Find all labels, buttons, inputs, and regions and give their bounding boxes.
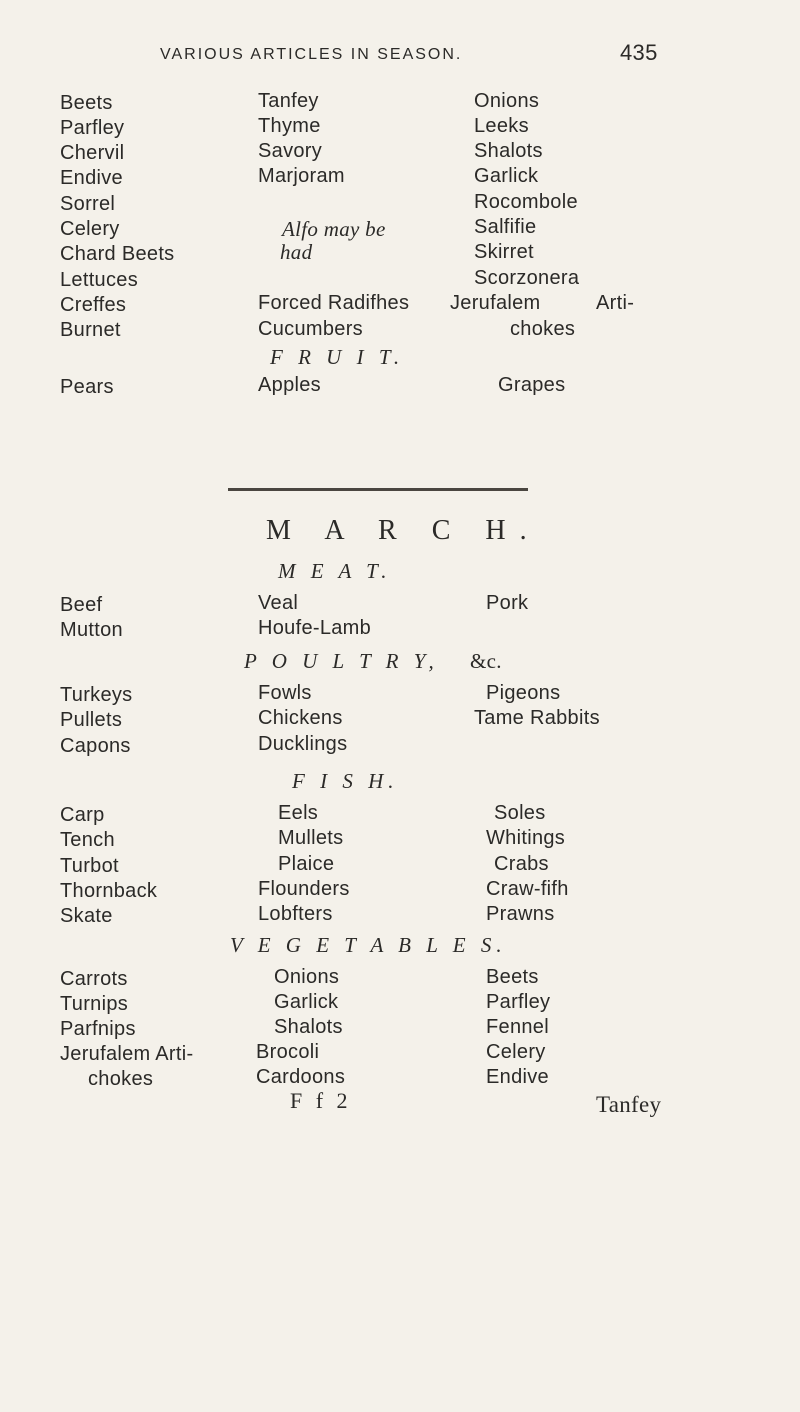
list-item: Soles <box>494 802 546 824</box>
section-heading-meat: M E A T. <box>278 559 392 583</box>
list-item: Burnet <box>60 319 121 341</box>
list-item: Parfley <box>486 991 551 1013</box>
list-item: Veal <box>258 592 299 614</box>
list-item: Prawns <box>486 903 555 925</box>
list-item: Turkeys <box>60 684 133 706</box>
list-item: chokes <box>88 1068 154 1090</box>
section-heading-fish: F I S H. <box>292 769 399 793</box>
list-item: Jerufalem <box>450 292 541 314</box>
list-item: Skate <box>60 905 113 927</box>
poultry-etc: &c. <box>470 649 502 673</box>
list-item: Eels <box>278 802 319 824</box>
list-item: Flounders <box>258 878 350 900</box>
list-item: Tench <box>60 829 115 851</box>
list-item: Cucumbers <box>258 318 363 340</box>
running-title: VARIOUS ARTICLES IN SEASON. <box>160 46 463 63</box>
list-item: Garlick <box>274 991 339 1013</box>
list-item: Onions <box>474 90 540 112</box>
list-item: Salfifie <box>474 216 537 238</box>
list-item: Pigeons <box>486 682 561 704</box>
list-item: Mutton <box>60 619 123 641</box>
list-item: Pullets <box>60 709 123 731</box>
list-item: Crabs <box>494 853 549 875</box>
list-item: Cardoons <box>256 1066 346 1088</box>
list-item: Turnips <box>60 993 129 1015</box>
list-item: Tame Rabbits <box>474 707 600 729</box>
signature-mark: F f 2 <box>290 1088 352 1113</box>
list-item: Creffes <box>60 294 127 316</box>
list-item: Grapes <box>498 374 566 396</box>
list-item: Mullets <box>278 827 344 849</box>
list-item: Capons <box>60 735 131 757</box>
list-item: Savory <box>258 140 323 162</box>
list-item: Shalots <box>274 1016 343 1038</box>
catchword: Tanfey <box>596 1092 662 1117</box>
list-item: Chard Beets <box>60 243 175 265</box>
list-item: Carrots <box>60 968 128 990</box>
list-item: Beets <box>486 966 539 988</box>
list-item: Craw-fifh <box>486 878 569 900</box>
list-item: Celery <box>60 218 120 240</box>
section-heading-poultry: P O U L T R Y, <box>244 649 439 673</box>
list-item: Jerufalem Arti- <box>60 1043 194 1065</box>
list-item: Thornback <box>60 880 158 902</box>
list-item: Fowls <box>258 682 312 704</box>
list-item: Rocombole <box>474 191 578 213</box>
list-item: Scorzonera <box>474 267 580 289</box>
list-item: Celery <box>486 1041 546 1063</box>
list-item: Whitings <box>486 827 566 849</box>
also-note: Alfo may be <box>282 217 386 241</box>
list-item: Leeks <box>474 115 529 137</box>
section-divider <box>228 488 528 491</box>
list-item: Sorrel <box>60 193 116 215</box>
list-item: Marjoram <box>258 165 345 187</box>
list-item: Beef <box>60 594 103 616</box>
list-item: Chickens <box>258 707 343 729</box>
list-item: Skirret <box>474 241 534 263</box>
list-item: Ducklings <box>258 733 348 755</box>
list-item: Garlick <box>474 165 539 187</box>
list-item: Plaice <box>278 853 335 875</box>
list-item: Arti- <box>596 292 635 314</box>
list-item: Apples <box>258 374 321 396</box>
page-number: 435 <box>620 40 658 65</box>
also-note: had <box>280 240 313 264</box>
list-item: Turbot <box>60 855 119 877</box>
list-item: Onions <box>274 966 340 988</box>
list-item: Carp <box>60 804 105 826</box>
list-item: Lettuces <box>60 269 139 291</box>
list-item: Lobfters <box>258 903 333 925</box>
list-item: Thyme <box>258 115 321 137</box>
list-item: Beets <box>60 92 113 114</box>
list-item: Tanfey <box>258 90 319 112</box>
list-item: Shalots <box>474 140 543 162</box>
list-item: Parfley <box>60 117 125 139</box>
list-item: Houfe-Lamb <box>258 617 372 639</box>
section-heading-vegetables: V E G E T A B L E S. <box>230 933 507 957</box>
list-item: Brocoli <box>256 1041 320 1063</box>
section-heading-fruit: F R U I T. <box>270 345 405 369</box>
list-item: Parfnips <box>60 1018 136 1040</box>
list-item: Chervil <box>60 142 125 164</box>
list-item: Pork <box>486 592 529 614</box>
list-item: Endive <box>486 1066 549 1088</box>
list-item: chokes <box>510 318 576 340</box>
list-item: Pears <box>60 376 114 398</box>
list-item: Fennel <box>486 1016 549 1038</box>
list-item: Endive <box>60 167 123 189</box>
list-item: Forced Radifhes <box>258 292 410 314</box>
month-title: M A R C H. <box>266 515 541 546</box>
